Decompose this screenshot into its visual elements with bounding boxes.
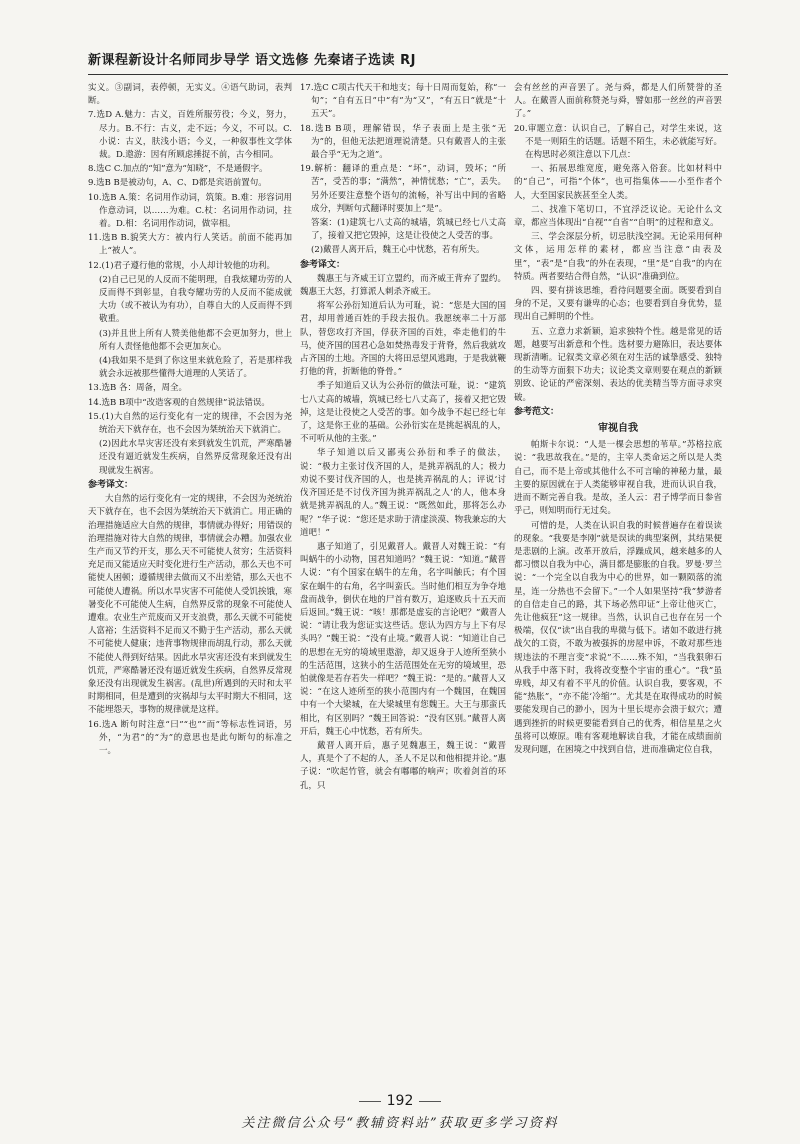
answer-paragraph: 11.选B B.貌笑大方：被内行人笑话。前面不能再加上“被人”。 [88, 233, 292, 257]
section-heading: 审视自我 [598, 423, 638, 435]
answer-paragraph: (4)我如果不是到了你这里来就危险了，若是那样我就会永远被那些懂得大道理的人笑话了。 [99, 356, 292, 380]
answer-paragraph: 可惜的是，人类在认识自我的时候普遍存在着误读的现象。“我要是李刚”就是误读的典型案例，其结果便是悲剧的上演。改革开放后，浮躁成风，越来越多的人都习惯以自我为中心，满目都是膨胀的自我。罗曼·罗兰说：“一个完全以自我为中心的世界，如一颗陨落的流星，连一分热也不会留下。”一个人如果坚持“我”梦游者的自信走自己的路，其下场必然印证“上帝让他灭亡，先让他疯狂”这一规律。当然，认识自己也存在另一个极端，仅仅“读”出自我的卑微与低下。诸如不敢进行挑战欠的工资，不敢为被强拆的房屋申诉，不敢对那些违规违法的不理言变“求说”不……殊不知，“当我狠卵石从我手中落下时，我将改变整个宇宙的重心”。“我”虽卑贱，却又有着不平凡的价值。认识自我，要客观，不能“热胀”，“亦不能‘冷缩’”。尤其是在取得成功的时候要能发现自己的渺小，因为十里长堤亦会溃于蚁穴；遭遇到挫折的时候更要能看到自己的优秀，相信星星之火虽将可以燎原。唯有客观地解读自我，才能在成绩面前发现问题，在困境之中找到自信，进而准确定位自我， [514, 520, 722, 755]
answer-paragraph: (2)戴晋人离开后，魏王心中忧愁，若有所失。 [311, 245, 485, 256]
answer-paragraph: 会有丝丝的声音罢了。尧与舜，都是人们所赞誉的圣人。在戴晋人面前称赞尧与舜，譬如那一丝丝的声音罢了。” [514, 83, 722, 120]
answer-paragraph: (2)自己已见的人反而不能明理，自我炫耀功劳的人反而得不到彰显，自我夸耀功劳的人反而不能成就大功（或不被认为有功），自尊自大的人反而得不到敬重。 [99, 274, 292, 325]
answer-paragraph: 魏惠王与齐威王订立盟约，而齐威王背弃了盟约。魏惠王大怒，打算派人刺杀齐威王。 [300, 273, 506, 298]
answer-paragraph: 8.选C C.加点的“知”意为“知晓”，不是通假字。 [88, 164, 268, 175]
answer-paragraph: 20.审题立意：认识自己，了解自己，对学生来说，这不是一则陌生的话题。话题不陌生，未必就能写好。在构思时必须注意以下几点： [514, 123, 722, 161]
answer-paragraph: 10.选B A.策：名词用作动词，筑策。B.难：形容词用作意动词，以……为难。C.杖：名词用作动词，拄着。D.相：名词用作动词，做宰相。 [88, 192, 292, 230]
answer-paragraph: 帕斯卡尔说：“人是一棵会思想的苇草。”苏格拉底说：“我思故我在。”是的，主宰人类命运之所以是人类自己，而不是上帝或其他什么不可言喻的神秘力量，最主要的原因就在于人类能够审视自我，进而认识自我，进而不断完善自我。是故，圣人云：君子博学而日参省乎己，则知明而行无过矣。 [514, 440, 722, 517]
answer-paragraph: 五、立意力求新颖，追求独特个性。越是常见的话题，越要写出新意和个性。选材要力避陈旧，表达要体现新清晰。记叙类文章必须在对生活的诚挚感受、独特的生动等方面狠下功夫；议论类文章则要在观点的新颖别致、论证的严密深刻、表达的优美精当等方面寻求突破。 [514, 326, 722, 403]
answer-paragraph: 二、找准下笔切口，不宜浮泛议论。无论什么文章，都应当体现出“自视”“自省”“自明”的过程和意义。 [514, 204, 722, 229]
footer-notice: 关注微信公众号“教辅资料站”获取更多学习资料 [241, 1116, 559, 1131]
answer-paragraph: 16.选A 断句时注意“曰”“也”“而”等标志性词语，另外，“为君”的“为”的意思也是此句断句的标准之一。 [88, 719, 292, 756]
section-heading: 参考译文： [300, 259, 346, 270]
answer-paragraph: 15.(1)大自然的运行变化有一定的规律，不会因为尧统治天下就存在，也不会因为桀统治天下就消亡。 [88, 411, 292, 436]
running-header: 新课程新设计名师同步导学 语文选修 先秦诸子选读 RJ [88, 50, 728, 75]
answer-paragraph: 四、要有拼该思维，看待问题要全面。既要看到自身的不足，又要有谦卑的心态；也要看到自身优势，显现出自己鲜明的个性。 [514, 286, 722, 323]
answer-paragraph: 12.(1)君子遵行他的常规，小人却计较他的功利。 [88, 260, 276, 271]
answer-paragraph: 三、学会深层分析，切忌肤浅空洞。无论采用何种文体，运用怎样的素材，都应当注意“由表及里”，“表”是“自我”的外在表现，“里”是“自我”的内在特质。两者要结合得自然，“认识”准确到位。 [514, 232, 722, 282]
column-right [514, 82, 722, 1082]
answer-paragraph: 一、拓展思维宽度，避免落入俗套。比如材料中的“自己”，可指“个体”，也可指集体——小至作者个人，大至国家民族甚至全人类。 [514, 164, 722, 201]
column-left [88, 82, 292, 1082]
section-heading: 参考译文： [88, 479, 134, 490]
column-middle [300, 82, 506, 1082]
answer-paragraph: 17.选C C项古代天干和地支；每十日周而复始，称“一旬”；“自有五日”中“有”为“又”，“有五日”就是“十五天”。 [300, 83, 506, 120]
answer-paragraph: 华子知道以后又鄙夷公孙衍和季子的做法，说：“极力主张讨伐齐国的人，是挑弄祸乱的人；极力劝说不要讨伐齐国的人，也是挑弄祸乱的人；评说‘讨伐齐国还是不讨伐齐国为挑弄祸乱之人’的人，他本身就是挑弄祸乱的人。”魏王说：“既然如此，那将怎么办呢？”华子说：“您还是求助于清虚淡漠、物我兼忘的大道吧！” [300, 448, 506, 538]
answer-paragraph: 大自然的运行变化有一定的规律，不会因为尧统治天下就存在，也不会因为桀统治天下就消亡。用正确的治理措施适应大自然的规律，事情就办得好；用错误的治理措施对待大自然的规律，事情就会办糟。加强农业生产而又节约开支，那么天不可能使人贫穷；生活资料充足而又能适应天时变化进行生产活动，那么天也不可能使人困顿；遵循规律去做而又不出差错，那么天也不可能使人遭祸。所以水旱灾害不可能使人受饥挨饿，寒暑变化不可能使人生病，自然界反常的现象不可能使人遭难。农业生产荒废而又开支浪费，那么天就不可能使人富裕；生活资料不足而又不勤于生产活动，那么天就不可能使人健康；违背事物规律而胡乱行动，那么天就不能使人得到好结果。因此水旱灾害还没有来到就发生饥荒，严寒酷暑还没有逼近就发生疾病，自然界反常现象还没有出现就发生祸害。(乱世)所遇到的天时和太平时期相同，但是遭到的灾祸却与太平时期大不相同，这不能埋怨天，事物的规律就是这样。 [88, 494, 292, 716]
answer-paragraph: 14.选B B项中“改造客观的自然规律”说法错误。 [88, 397, 270, 408]
answer-paragraph: 将军公孙衍知道后认为可耻，说：“您是大国的国君，却用普通百姓的手段去报仇。我愿统率二十万部队，替您攻打齐国，俘获齐国的百姓，牵走他们的牛马，使齐国的国君心急如焚热毒发于背脊，然后我就攻占齐国的土地。齐国的大将田忌望风逃跑，于是我就鞭打他的背，折断他的脊骨。” [300, 301, 506, 378]
answer-paragraph: 答案：(1)建筑七八丈高的城墙，筑城已经七八丈高了，接着又把它毁掉，这是让役使之人受苦的事。 [311, 218, 506, 242]
answer-paragraph: 9.选B B是被动句，A、C、D都是宾语前置句。 [88, 178, 267, 189]
answer-paragraph: 惠子知道了，引见戴晋人。戴晋人对魏王说：“有叫蜗牛的小动物，国君知道吗？”魏王说：“知道。”戴晋人说：“有个国家在蜗牛的左角，名字叫触氏；有个国家在蜗牛的右角，名字叫蛮氏。当时他们相互为争夺地盘而战争，倒伏在地的尸首有数万，追逐败兵十五天而后返回。”魏王说：“咳！那都是虚妄的言论吧？”戴晋人说：“请让我为您证实这些话。您认为四方与上下有尽头吗？”魏王说：“没有止境。”戴晋人说：“知道让自己的思想在无穷的境域里遨游，却又返身于人迹所至狭小的生活范围，这狭小的生活范围处在无穷的境域里，恐怕就像是若存若失一样吧？”魏王说：“是的。”戴晋人又说：“在这人迹所至的狭小范围内有一个魏国，在魏国中有一个大梁城，在大梁城里有您魏王。大王与那蛮氏相比，有区别吗？”魏王回答说：“没有区别。”戴晋人离开后，魏王心中忧愁，若有所失。 [300, 541, 506, 737]
answer-paragraph: (2)因此水旱灾害还没有来到就发生饥荒，严寒酷暑还没有逼近就发生疾病，自然界反常现象还没有出现就发生祸害。 [99, 439, 292, 476]
answer-paragraph: 7.选D A.魅力：古义，百姓所服劳役；今义，努力，尽力。B.不行：古义，走不远；今义，不可以。C.小说：古义，肤浅小语；今义，一种叙事性文学体裁。D.遨游：因有所顾虑捶捉不前，古今相同。 [88, 110, 292, 161]
answer-paragraph: 13.选B 各：周备，周全。 [88, 383, 187, 394]
answer-paragraph: 季子知道后又认为公孙衍的做法可耻，说：“建筑七八丈高的城墙，筑城已经七八丈高了，接着又把它毁掉，这是让役使之人受苦的事。如今战争不起已经七年了，这是你王业的基础。公孙衍实在是挑起祸乱的人，不可听从他的主张。” [300, 381, 506, 445]
page-number: 192 [340, 1093, 460, 1109]
answer-paragraph: 戴晋人离开后，惠子见魏惠王，魏王说：“戴晋人，真是个了不起的人，圣人不足以和他相提并论。”惠子说：“吹起竹管，就会有嘟嘟的响声；吹着剑首的环孔，只 [300, 740, 506, 791]
section-heading: 参考范文： [514, 406, 560, 417]
answer-paragraph: 19.解析：翻译的重点是：“坏”，动词，毁坏；“所苦”，受苦的事；“满然”，神情忧愁；“亡”，丢失。另外还要注意整个语句的流畅，补写出中间的省略成分，判断句式翻译时要加上“是”。 [300, 164, 506, 214]
answer-paragraph: 18.选B B项，理解错误，华子表面上是主张“无为”的，但他无法把道理说清楚。只有戴晋人的主张最合乎“无为之道”。 [300, 123, 506, 161]
answer-paragraph: 实义。③副词，表停顿，无实义。④语气助词，表判断。 [88, 83, 292, 107]
answer-paragraph: (3)并且世上所有人赞美他他都不会更加努力，世上所有人责怪他他都不会更加灰心。 [99, 328, 292, 352]
